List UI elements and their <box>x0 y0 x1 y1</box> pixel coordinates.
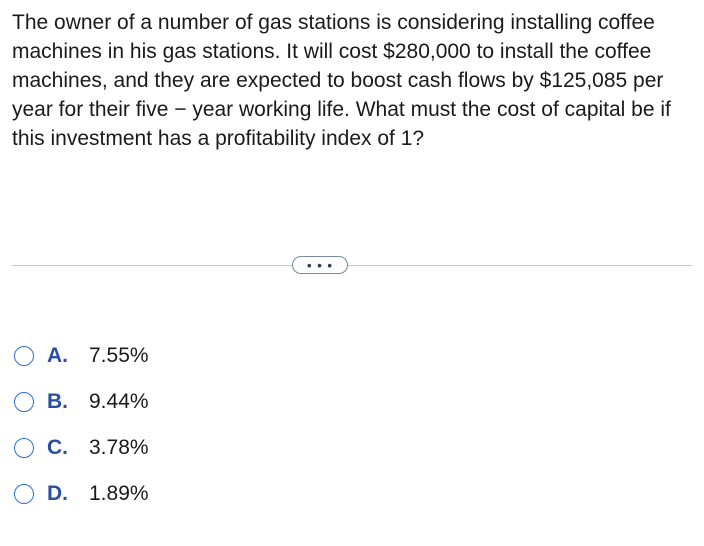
option-d[interactable] <box>14 471 149 517</box>
radio-button-a[interactable] <box>14 346 34 366</box>
option-b[interactable] <box>14 379 149 425</box>
question-text: The owner of a number of gas stations is considering installing coffee machines in his gas stations. It will cost $280,000 to install the coffee machines, and they are expected to boost cash flows by $125,085 per year for their five − year working life. What must the cost of capital be if this investment has a profitability index of 1? <box>12 11 671 150</box>
option-value-c: 3.78% <box>89 436 149 459</box>
radio-button-c[interactable] <box>14 438 34 458</box>
option-value-d: 1.89% <box>89 482 149 505</box>
option-value-a: 7.55% <box>89 344 149 367</box>
option-a[interactable] <box>14 333 149 379</box>
option-letter-d: D. <box>47 482 68 505</box>
option-letter-c: C. <box>47 436 68 459</box>
option-letter-b: B. <box>47 390 68 413</box>
radio-button-b[interactable] <box>14 392 34 412</box>
option-letter-a: A. <box>47 344 68 367</box>
option-c[interactable] <box>14 425 149 471</box>
option-value-b: 9.44% <box>89 390 149 413</box>
divider <box>12 265 692 266</box>
answer-options <box>14 333 149 517</box>
more-button[interactable]: • • • <box>292 256 348 274</box>
radio-button-d[interactable] <box>14 484 34 504</box>
